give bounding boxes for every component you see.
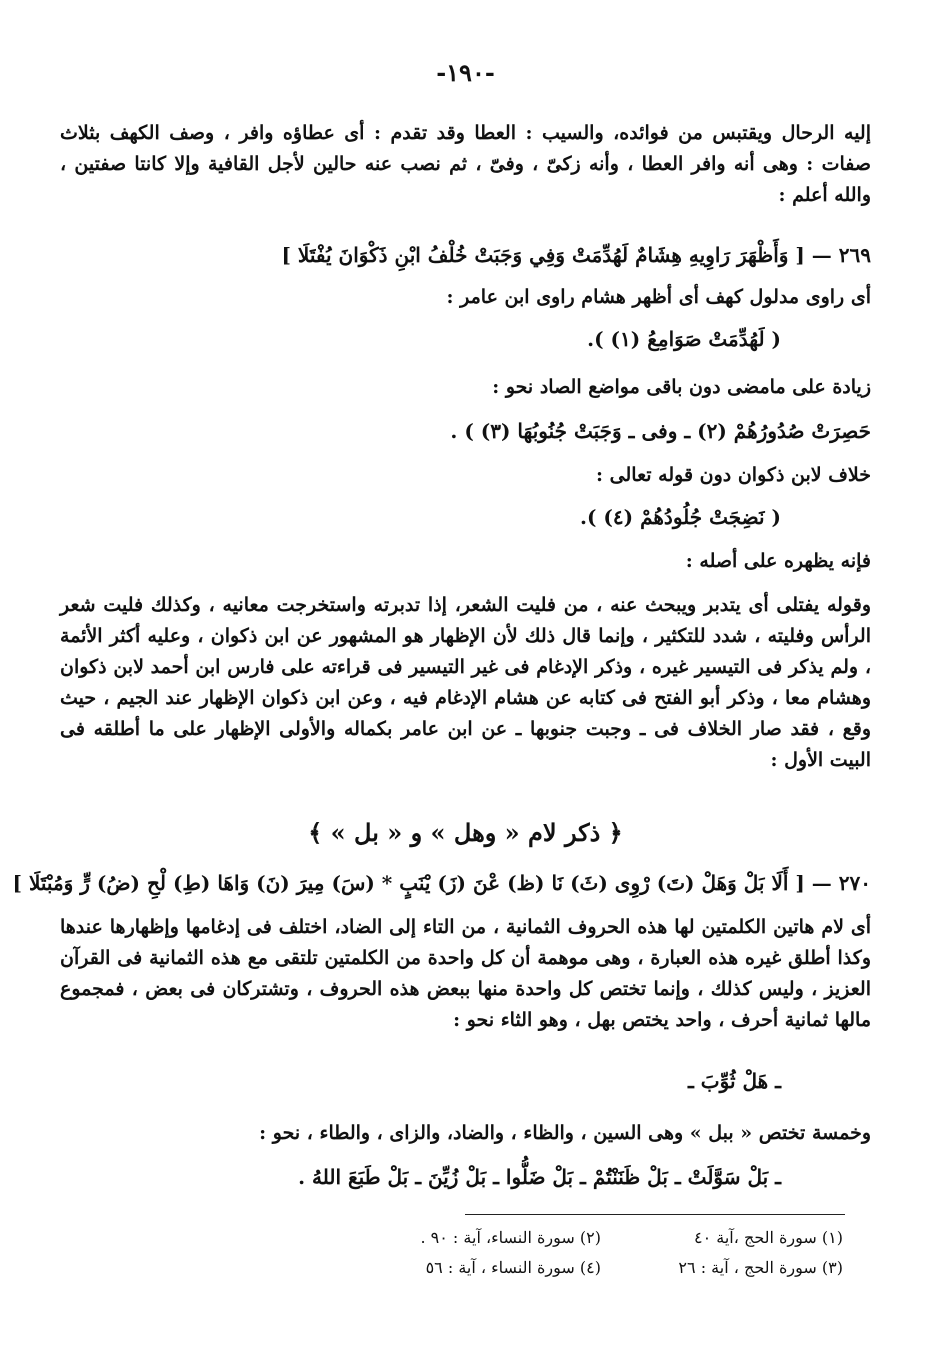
footnote-divider bbox=[465, 1214, 845, 1215]
paragraph-commentary-1: إليه الرحال ويقتبس من فوائده، والسيب : العطا وقد تقدم : أى عطاؤه وافر ، وصف الكهف بثلاث صفات : وهى أنه وافر العطا ، وأنه زكىّ ، وفىّ ، ثم نصب عنه حالين لأجل القافية وإلا كانتا صفتين ، والله أعلم : bbox=[60, 122, 871, 206]
quran-quote-3: ( نَضِجَتْ جُلُودُهُمْ (٤) ). bbox=[580, 505, 781, 529]
verse-269: ٢٦٩ — [ وَأَظْهَرَ رَاوِيهِ هِشَامٌ لَهُدِّمَتْ وَفِي وَجَبَتْ خُلْفُ ابْنِ ذَكْوَانَ يُفْتَلَا ] bbox=[281, 243, 871, 267]
paragraph-commentary-2: وقوله يفتلى أى يتدبر ويبحث عنه ، من فليت الشعر، إذا تدبرته واستخرجت معانيه ، وكذلك فليت شعر الرأس وفليته ، شدد للتكثير ، وإنما قال ذلك لأن الإظهار هو المشهور عن ابن ذكوان ، وعليه أكثر الأئمة ، ولم يذكر فى التيسير غيره ، وذكر الإدغام فى غير التيسير فى قراءته على فارس ابن أحمد لابن ذكوان وهشام معا ، وذكر أبو الفتح فى كتابه عن هشام الإدغام فيه ، وعن ابن ذكوان الإظهار عند الجيم ، حيث وقع ، فقد صار الخلاف فى ـ وجبت جنوبها ـ عن ابن عامر بكماله والأولى الإظهار على ما أطلقه فى البيت الأول : bbox=[60, 594, 872, 771]
footnote-1: (١) سورة الحج ،آية ٤٠ bbox=[693, 1228, 843, 1247]
footnote-3: (٣) سورة الحج ، آية : ٢٦ bbox=[678, 1258, 843, 1277]
line-commentary-b: زيادة على مامضى دون باقى مواضع الصاد نحو : bbox=[492, 376, 871, 398]
footnote-2: (٢) سورة النساء، آية : ٩٠ . bbox=[420, 1228, 601, 1247]
line-commentary-e: وخمسة تختص « ببل » وهى السين ، والظاء ، والضاد، والزاى ، والطاء ، نحو : bbox=[259, 1122, 871, 1144]
line-commentary-a: أى راوى مدلول كهف أى أظهر هشام راوى ابن عامر : bbox=[446, 286, 871, 308]
paragraph-commentary-3: أى لام هاتين الكلمتين لها هذه الحروف الثمانية ، من التاء إلى الضاد، اختلف فى إدغامها وإظهارها عندها وكذا أطلق غيره هذه العبارة ، وهى موهمة أن كل واحدة من الكلمتين تلتقى مع هذه الثمانية فى القرآن العزيز ، وليس كذلك ، وإنما تختص كل واحدة منها ببعض هذه الحروف ، وتشتركان فى بعض ، فمجموع مالها ثمانية أحرف ، واحد يختص بهل ، وهو الثاء نحو : bbox=[60, 916, 871, 1031]
verse-270: ٢٧٠ — [ أَلَا بَلْ وَهَلْ (تَ) رْوِى (ثَ) نَا (ظ) عْنَ (زَ) يْنَبٍ * (سَ) مِيرَ (نَ) وَاهَا (طِ) لْحِ (ضُ) رٍّ وَمُبْتَلَا ] bbox=[12, 871, 871, 895]
page-number: -١٩٠- bbox=[436, 58, 495, 87]
line-commentary-d: فإنه يظهره على أصله : bbox=[685, 550, 871, 572]
footnote-4: (٤) سورة النساء ، آية : ٥٦ bbox=[425, 1258, 601, 1277]
quran-quote-4: ـ هَلْ ثُوِّبَ ـ bbox=[687, 1069, 781, 1093]
quran-quote-5: ـ بَلْ سَوَّلَتْ ـ بَلْ ظَنَنْتُمْ ـ بَلْ ضَلُّوا ـ بَلْ زُيِّنَ ـ بَلْ طَبَعَ اللهُ . bbox=[298, 1165, 781, 1189]
quran-quote-1: ( لَهُدِّمَتْ صَوَامِعُ (١) ). bbox=[587, 327, 781, 351]
line-commentary-c: خلاف لابن ذكوان دون قوله تعالى : bbox=[596, 464, 871, 486]
section-heading: ﴿ ذكر لام « وهل » و « بل » ﴾ bbox=[308, 818, 623, 847]
quran-quote-2: حَصِرَتْ صُدُورُهُمْ (٢) ـ وفى ـ وَجَبَتْ جُنُوبُهَا (٣) ) . bbox=[450, 419, 871, 443]
